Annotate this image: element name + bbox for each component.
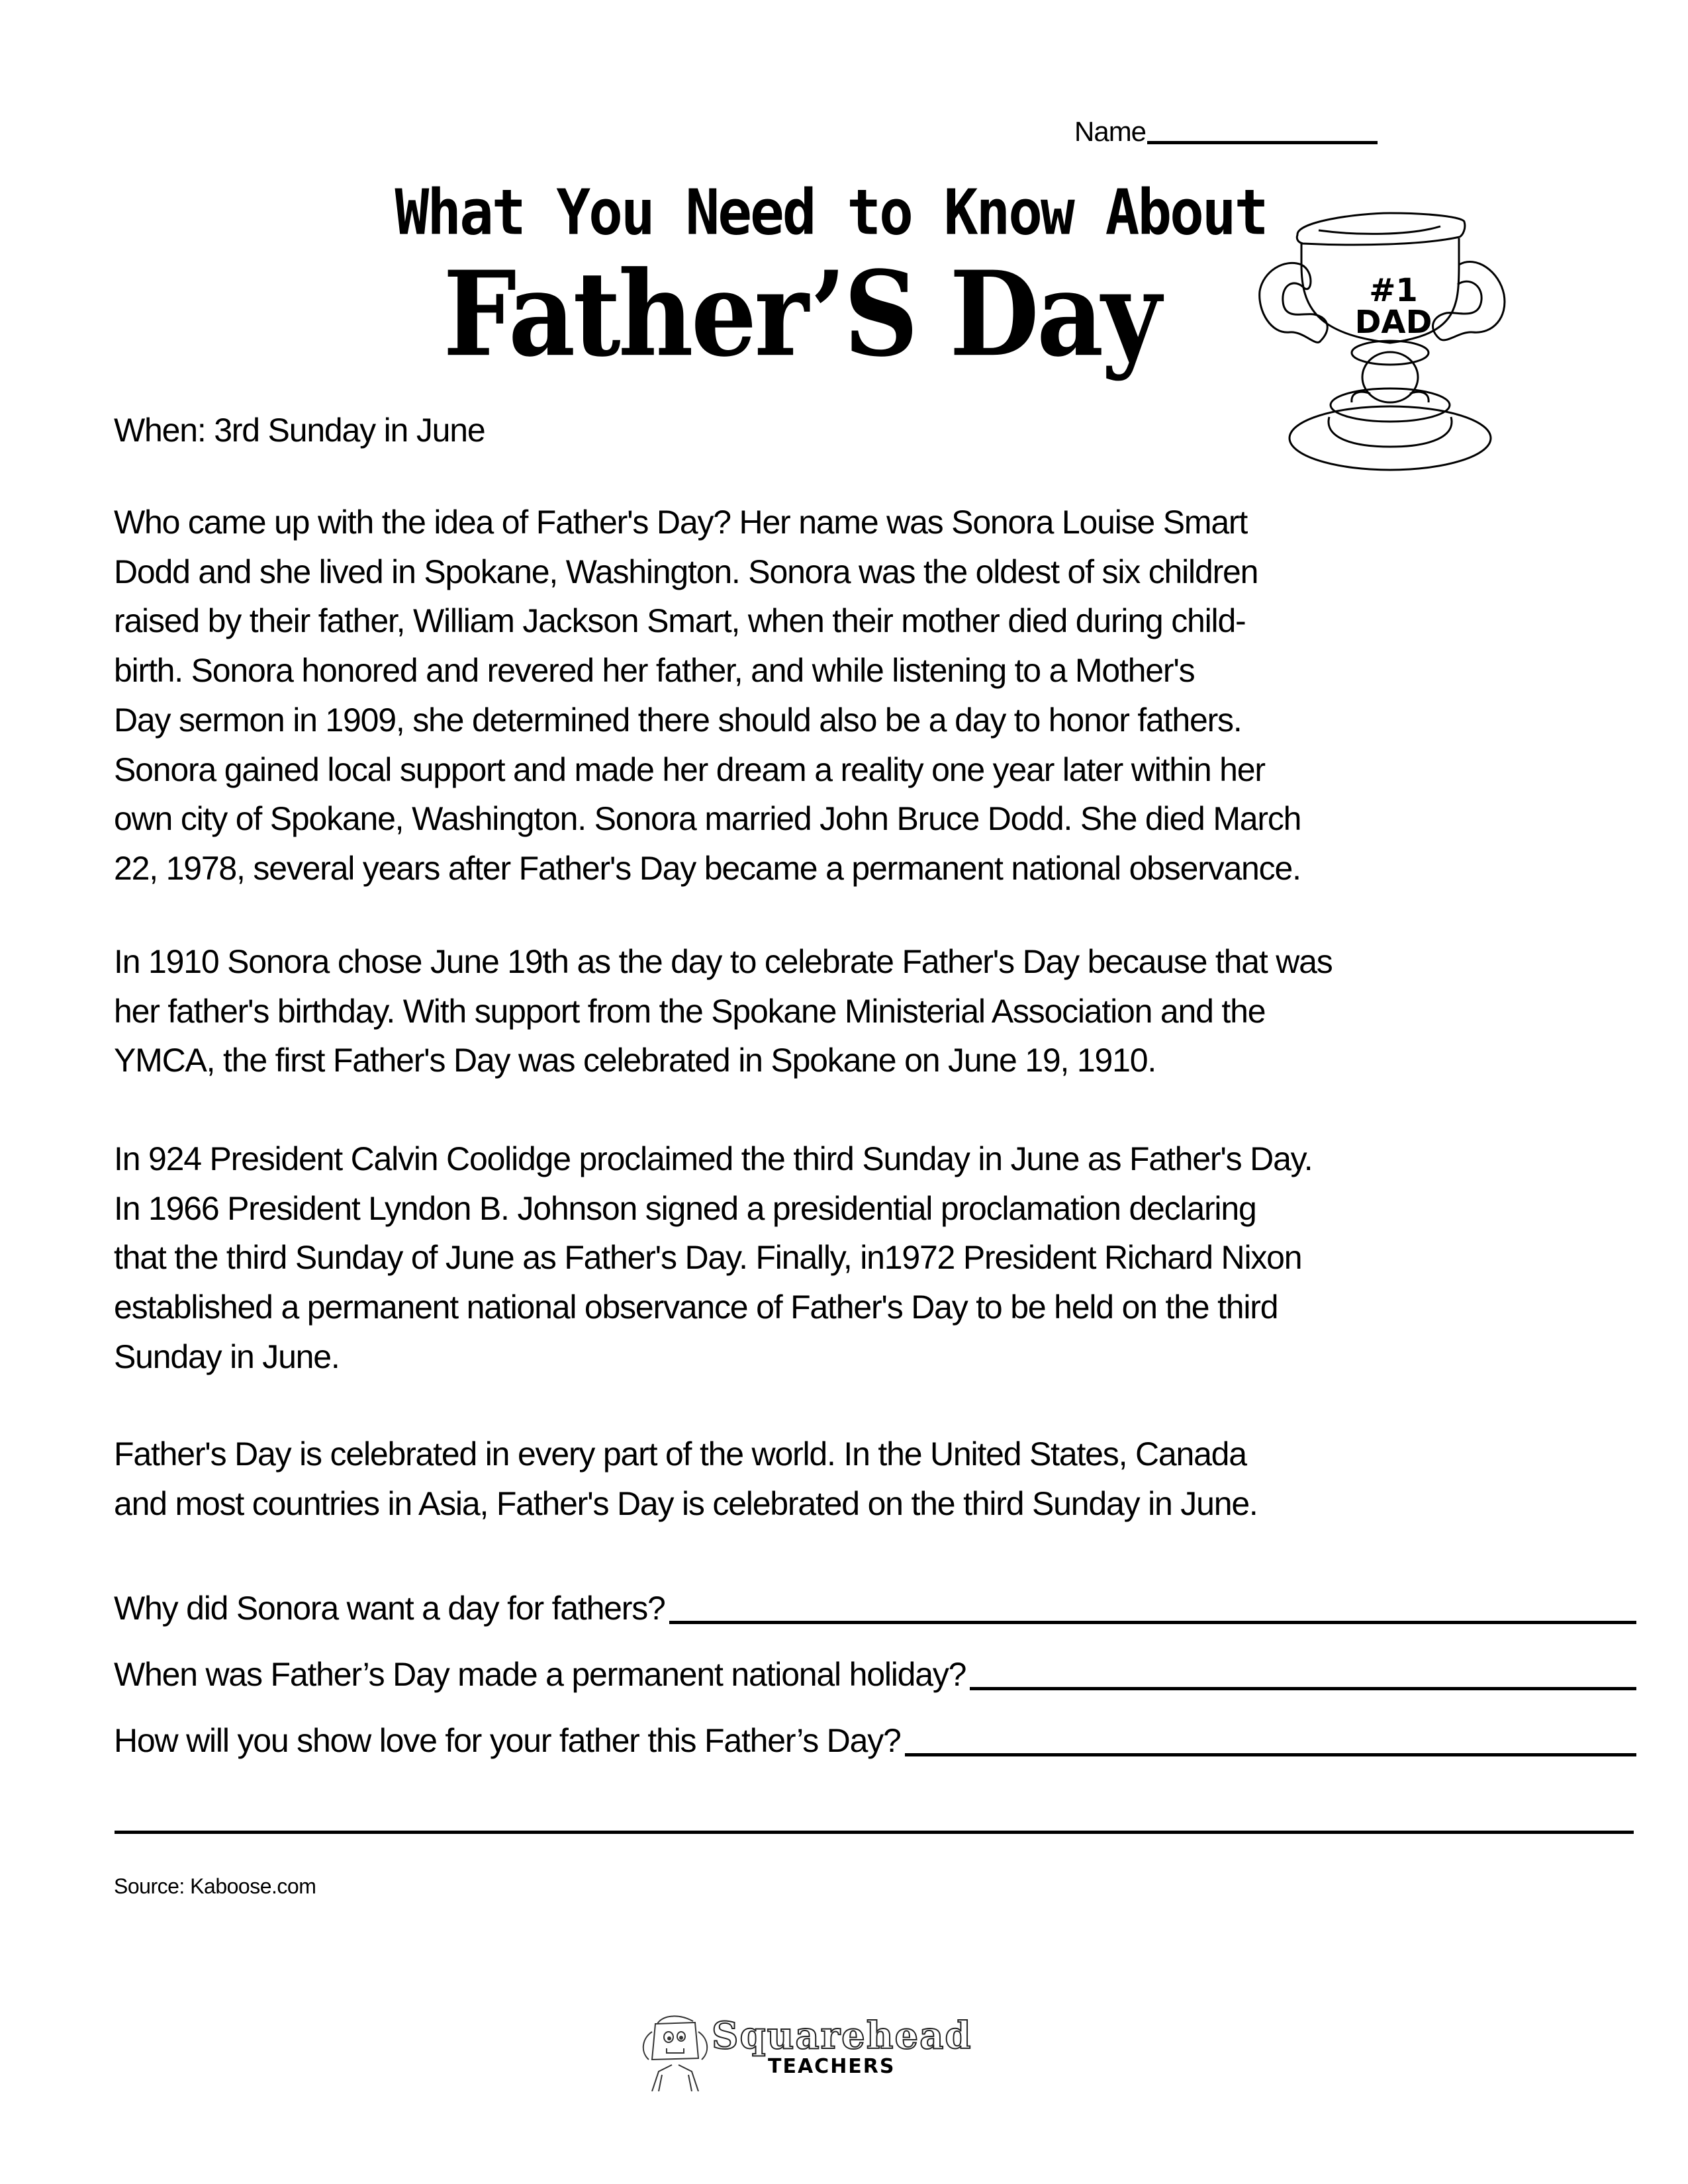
logo-subtitle: TEACHERS bbox=[768, 2055, 896, 2078]
answer-line[interactable] bbox=[669, 1621, 1636, 1624]
squarehead-teachers-logo bbox=[632, 1992, 976, 2091]
svg-text:#1: #1 bbox=[1369, 272, 1418, 309]
squarehead-mascot-icon bbox=[632, 2012, 715, 2091]
text-line: her father's birthday. With support from the Spokane Ministerial Association and the bbox=[114, 992, 1266, 1030]
text-line: established a permanent national observance of Father's Day to be held on the third bbox=[114, 1289, 1278, 1326]
title-subheading: What You Need to Know About bbox=[395, 176, 1267, 250]
question-text: How will you show love for your father this Father’s Day? bbox=[114, 1722, 901, 1759]
text-line: In 1966 President Lyndon B. Johnson signed a presidential proclamation declaring bbox=[114, 1189, 1256, 1227]
question-text: Why did Sonora want a day for fathers? bbox=[114, 1590, 665, 1627]
when-line: When: 3rd Sunday in June bbox=[114, 412, 485, 449]
logo-wordmark: Squarehead bbox=[712, 2014, 972, 2058]
text-line: YMCA, the first Father's Day was celebrated in Spokane on June 19, 1910. bbox=[114, 1042, 1156, 1079]
text-line: Day sermon in 1909, she determined there should also be a day to honor fathers. bbox=[114, 701, 1242, 739]
paragraph-origin bbox=[114, 498, 1643, 893]
text-line: In 924 President Calvin Coolidge proclaimed the third Sunday in June as Father's Day. bbox=[114, 1140, 1313, 1177]
text-line: Who came up with the idea of Father's Day? Her name was Sonora Louise Smart bbox=[114, 504, 1248, 541]
paragraph-first-celebration bbox=[114, 937, 1643, 1085]
svg-text:DAD: DAD bbox=[1354, 304, 1432, 341]
text-line: Dodd and she lived in Spokane, Washington. Sonora was the oldest of six children bbox=[114, 553, 1258, 590]
text-line: Sunday in June. bbox=[114, 1338, 340, 1375]
text-line: 22, 1978, several years after Father's Day became a permanent national observance. bbox=[114, 849, 1301, 887]
answer-line[interactable] bbox=[970, 1687, 1636, 1690]
question-text: When was Father’s Day made a permanent national holiday? bbox=[114, 1656, 966, 1693]
name-answer-line[interactable] bbox=[1147, 141, 1378, 144]
page-title: Father’S Day bbox=[443, 245, 1159, 383]
name-label: Name bbox=[1074, 116, 1147, 147]
text-line: raised by their father, William Jackson Smart, when their mother died during child- bbox=[114, 602, 1246, 640]
source-credit: Source: Kaboose.com bbox=[114, 1874, 316, 1898]
question-1 bbox=[114, 1588, 1636, 1628]
text-line: In 1910 Sonora chose June 19th as the day to celebrate Father's Day because that was bbox=[114, 943, 1333, 980]
question-2 bbox=[114, 1655, 1636, 1694]
text-line: Sonora gained local support and made her dream a reality one year later within her bbox=[114, 751, 1265, 788]
paragraph-worldwide bbox=[114, 1430, 1643, 1528]
text-line: Father's Day is celebrated in every part of the world. In the United States, Canada bbox=[114, 1435, 1246, 1473]
question-3 bbox=[114, 1721, 1636, 1760]
answer-line[interactable] bbox=[905, 1753, 1636, 1756]
text-line: that the third Sunday of June as Father's Day. Finally, in1972 President Richard Nixon bbox=[114, 1239, 1302, 1277]
name-field[interactable] bbox=[1074, 118, 1378, 146]
text-line: birth. Sonora honored and revered her father, and while listening to a Mother's bbox=[114, 652, 1195, 690]
answer-line-extra[interactable] bbox=[115, 1831, 1634, 1834]
trophy-icon bbox=[1258, 192, 1523, 477]
text-line: and most countries in Asia, Father's Day is celebrated on the third Sunday in June. bbox=[114, 1484, 1258, 1522]
text-line: own city of Spokane, Washington. Sonora married John Bruce Dodd. She died March bbox=[114, 800, 1301, 838]
paragraph-presidents bbox=[114, 1134, 1643, 1382]
